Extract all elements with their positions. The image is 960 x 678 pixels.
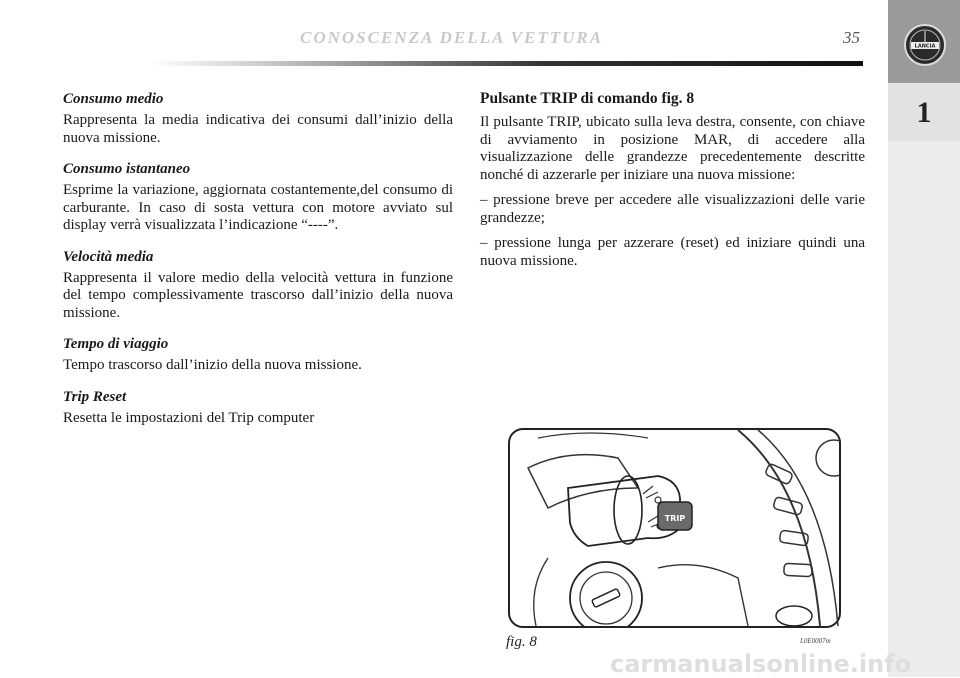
left-column — [63, 90, 453, 440]
trip-paragraph: Il pulsante TRIP, ubicato sulla leva destra, consente, con chiave di avviamento in posizione MAR, di accedere alla visualizzazione delle grandezze precedentemente descritte nonché di azzerarle per iniziare una nuova missione: — [480, 114, 865, 183]
lancia-logo-icon — [903, 23, 947, 67]
chapter-number: 1 — [916, 96, 932, 129]
section-body: Tempo trascorso dall’inizio della nuova missione. — [63, 357, 362, 373]
page-header — [300, 28, 860, 52]
section-title: Trip Reset — [63, 388, 127, 405]
section-title: Velocità media — [63, 248, 154, 265]
section-body: Rappresenta il valore medio della velocità vettura in funzione del tempo complessivamente trascorso dall’inizio della nuova missione. — [63, 269, 453, 321]
section-body: Esprime la variazione, aggiornata costantemente,del consumo di carburante. In caso di sosta vettura con motore avviato sul display verrà visualizzata l’indicazione “----”. — [63, 182, 453, 233]
section-title: Consumo medio — [63, 91, 164, 107]
section-velocita-media — [63, 248, 453, 323]
header-rule — [150, 61, 863, 66]
trip-paragraph: – pressione breve per accedere alle visualizzazioni delle varie grandezze; — [480, 192, 865, 226]
running-title: CONOSCENZA DELLA VETTURA — [300, 28, 604, 47]
figure-code: L0E0007m — [800, 637, 831, 645]
section-trip-reset — [63, 388, 453, 428]
figure-caption: fig. 8 — [506, 634, 537, 650]
figure-trip-stalk — [508, 428, 841, 628]
trip-paragraph: – pressione lunga per azzerare (reset) ed iniziare quindi una nuova missione. — [480, 235, 865, 269]
page-number: 35 — [843, 28, 860, 47]
watermark: carmanualsonline.info — [610, 650, 912, 678]
trip-button-label: TRIP — [664, 514, 686, 523]
section-title: Tempo di viaggio — [63, 336, 169, 352]
section-body: Resetta le impostazioni del Trip computer — [63, 409, 315, 426]
section-title: Consumo istantaneo — [63, 161, 191, 177]
section-consumo-medio — [63, 90, 453, 147]
logo-text: LANCIA — [914, 43, 936, 50]
section-tempo-di-viaggio — [63, 335, 453, 375]
right-column — [480, 90, 865, 278]
section-body: Rappresenta la media indicativa dei consumi dall’inizio della nuova missione. — [63, 112, 453, 146]
section-consumo-istantaneo — [63, 160, 453, 235]
trip-button-title: Pulsante TRIP di comando fig. 8 — [480, 90, 695, 107]
